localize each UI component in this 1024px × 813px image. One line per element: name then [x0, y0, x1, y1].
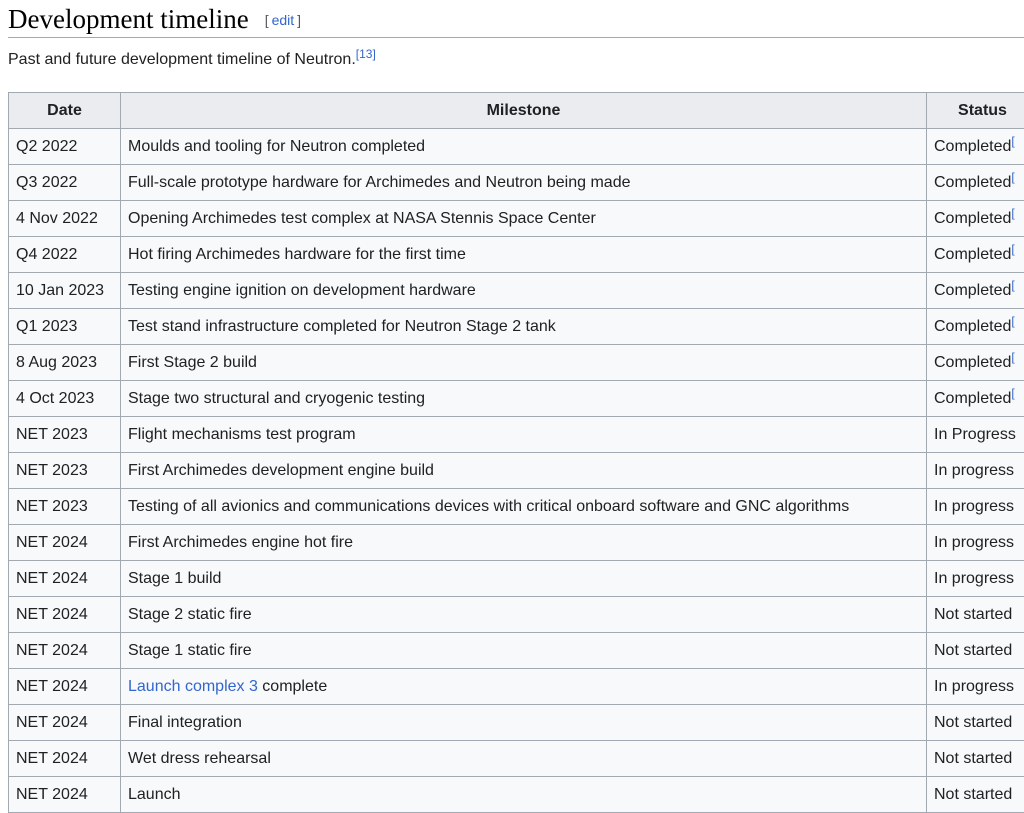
status-text: In progress [934, 461, 1015, 479]
table-row [9, 201, 1024, 237]
status-reference-link[interactable]: [ [1011, 241, 1015, 256]
milestone-cell: Full-scale prototype hardware for Archimedes and Neutron being made [121, 165, 927, 201]
status-cell [927, 345, 1024, 381]
table-body [9, 129, 1024, 813]
date-cell: NET 2024 [9, 705, 121, 741]
status-text: Not started [934, 605, 1013, 623]
status-text: In progress [934, 497, 1015, 515]
status-text: Completed [934, 245, 1012, 263]
milestone-cell: Opening Archimedes test complex at NASA Stennis Space Center [121, 201, 927, 237]
status-cell [927, 309, 1024, 345]
milestone-cell: Moulds and tooling for Neutron completed [121, 129, 927, 165]
milestone-cell: First Archimedes engine hot fire [121, 525, 927, 561]
status-reference-link[interactable]: [ [1011, 169, 1015, 184]
status-cell [927, 741, 1024, 777]
milestone-suffix: complete [257, 677, 328, 695]
status-text: Not started [934, 749, 1013, 767]
status-text: Not started [934, 641, 1013, 659]
status-reference-link[interactable]: [ [1011, 133, 1015, 148]
date-cell: 8 Aug 2023 [9, 345, 121, 381]
edit-bracket-close: ] [297, 12, 302, 28]
status-cell [927, 273, 1024, 309]
milestone-cell: Stage 1 static fire [121, 633, 927, 669]
date-cell: NET 2024 [9, 777, 121, 813]
status-reference-link[interactable]: [ [1011, 313, 1015, 328]
date-cell: NET 2024 [9, 633, 121, 669]
intro-text: Past and future development timeline of Neutron. [8, 51, 356, 68]
milestone-cell: Stage two structural and cryogenic testing [121, 381, 927, 417]
status-text: In progress [934, 533, 1015, 551]
date-cell: 4 Nov 2022 [9, 201, 121, 237]
status-text: Completed [934, 173, 1012, 191]
status-cell [927, 669, 1024, 705]
milestone-cell: Flight mechanisms test program [121, 417, 927, 453]
section-title: Development timeline [8, 4, 249, 34]
milestone-cell: Stage 2 static fire [121, 597, 927, 633]
status-cell [927, 453, 1024, 489]
milestone-cell: Wet dress rehearsal [121, 741, 927, 777]
table-header-row [9, 93, 1024, 129]
milestone-cell: Testing engine ignition on development hardware [121, 273, 927, 309]
status-reference-link[interactable]: [ [1011, 205, 1015, 220]
date-cell: NET 2023 [9, 489, 121, 525]
status-cell [927, 705, 1024, 741]
table-row [9, 741, 1024, 777]
table-row [9, 777, 1024, 813]
status-cell [927, 129, 1024, 165]
status-cell [927, 381, 1024, 417]
table-row [9, 597, 1024, 633]
status-cell [927, 489, 1024, 525]
status-reference-link[interactable]: [ [1011, 349, 1015, 364]
timeline-table-container [8, 92, 1024, 813]
status-cell [927, 561, 1024, 597]
intro-paragraph [8, 48, 376, 72]
header-status: Status [927, 93, 1024, 129]
header-date: Date [9, 93, 121, 129]
table-row [9, 633, 1024, 669]
status-text: Completed [934, 353, 1012, 371]
table-row [9, 129, 1024, 165]
status-cell [927, 417, 1024, 453]
date-cell: Q4 2022 [9, 237, 121, 273]
status-text: Completed [934, 389, 1012, 407]
date-cell: NET 2023 [9, 417, 121, 453]
table-row [9, 453, 1024, 489]
date-cell: 10 Jan 2023 [9, 273, 121, 309]
status-cell [927, 777, 1024, 813]
status-cell [927, 633, 1024, 669]
table-row [9, 489, 1024, 525]
table-row [9, 705, 1024, 741]
status-cell [927, 525, 1024, 561]
table-row [9, 561, 1024, 597]
status-text: Completed [934, 281, 1012, 299]
status-text: Completed [934, 137, 1012, 155]
timeline-table [8, 92, 1024, 813]
status-text: Completed [934, 209, 1012, 227]
status-text: In progress [934, 569, 1015, 587]
date-cell: Q2 2022 [9, 129, 121, 165]
table-row [9, 345, 1024, 381]
milestone-cell: First Archimedes development engine build [121, 453, 927, 489]
milestone-link[interactable]: Launch complex 3 [128, 677, 258, 695]
milestone-cell [121, 669, 927, 705]
date-cell: Q1 2023 [9, 309, 121, 345]
table-row [9, 237, 1024, 273]
milestone-cell: Launch [121, 777, 927, 813]
date-cell: Q3 2022 [9, 165, 121, 201]
date-cell: NET 2024 [9, 561, 121, 597]
edit-link[interactable]: edit [271, 12, 295, 28]
edit-bracket-open: [ [264, 12, 269, 28]
status-text: In progress [934, 677, 1015, 695]
date-cell: 4 Oct 2023 [9, 381, 121, 417]
milestone-cell: Stage 1 build [121, 561, 927, 597]
date-cell: NET 2024 [9, 525, 121, 561]
status-cell [927, 597, 1024, 633]
status-text: Not started [934, 713, 1013, 731]
milestone-cell: Final integration [121, 705, 927, 741]
status-reference-link[interactable]: [ [1011, 277, 1015, 292]
status-cell [927, 201, 1024, 237]
intro-reference-link[interactable]: [13] [355, 47, 376, 61]
table-row [9, 273, 1024, 309]
date-cell: NET 2024 [9, 597, 121, 633]
table-row [9, 165, 1024, 201]
milestone-cell: Test stand infrastructure completed for Neutron Stage 2 tank [121, 309, 927, 345]
table-row [9, 309, 1024, 345]
date-cell: NET 2023 [9, 453, 121, 489]
milestone-cell: Testing of all avionics and communications devices with critical onboard software and GNC algorithms [121, 489, 927, 525]
table-row [9, 669, 1024, 705]
milestone-cell: First Stage 2 build [121, 345, 927, 381]
status-text: In Progress [934, 425, 1016, 443]
status-cell [927, 237, 1024, 273]
section-heading [8, 0, 1024, 38]
milestone-cell: Hot firing Archimedes hardware for the first time [121, 237, 927, 273]
status-cell [927, 165, 1024, 201]
table-row [9, 381, 1024, 417]
status-text: Completed [934, 317, 1012, 335]
table-row [9, 525, 1024, 561]
edit-section [265, 11, 301, 29]
status-reference-link[interactable]: [ [1011, 385, 1015, 400]
header-milestone: Milestone [121, 93, 927, 129]
status-text: Not started [934, 785, 1013, 803]
table-row [9, 417, 1024, 453]
date-cell: NET 2024 [9, 669, 121, 705]
date-cell: NET 2024 [9, 741, 121, 777]
